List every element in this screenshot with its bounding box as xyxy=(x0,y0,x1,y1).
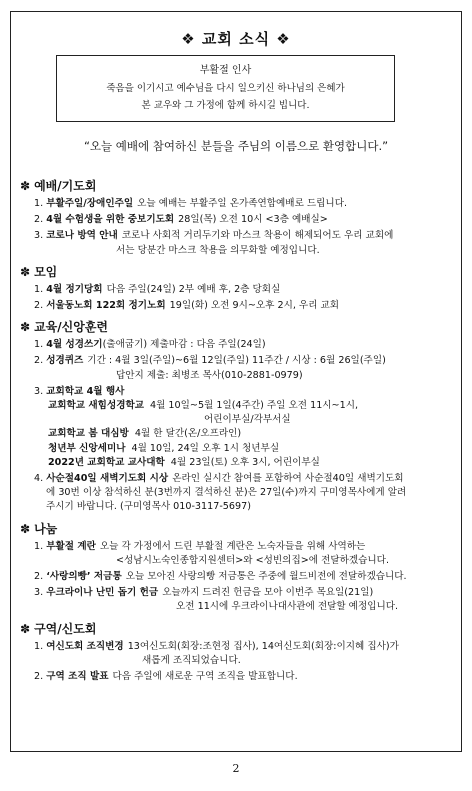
school-event: 청년부 신앙세미나 4월 10일, 24일 오후 1시 청년부실 xyxy=(48,442,280,454)
list-item: 2. ‘사랑의빵’ 저금통 오늘 모아진 사랑의빵 저금통은 주중에 월드비전에 전달하겠습니다. xyxy=(34,571,407,583)
flower-icon: ✽ xyxy=(20,320,31,335)
news-content xyxy=(20,178,452,684)
section-heading: ✽ 예배/기도회 xyxy=(20,179,97,193)
list-item: 3. 우크라이나 난민 돕기 헌금 오늘까지 드려진 헌금을 모아 이번주 목요일(21일) 오전 11시에 우크라이나대사관에 전달할 예정입니다. xyxy=(34,587,399,613)
list-item: 1. 여신도회 조직변경 13여신도회(회장:조현정 집사), 14여신도회(회장:이지혜 집사)가 새롭게 조직되었습니다. xyxy=(34,640,399,666)
page-number: 2 xyxy=(232,762,240,775)
list-item: 2. 구역 조직 발표 다음 주일에 새로운 구역 조직을 발표합니다. xyxy=(34,671,298,683)
section-districts xyxy=(20,621,452,685)
school-event: 교회학교 봄 대심방 4월 한 달간(온/오프라인) xyxy=(48,428,242,440)
list-item: 1. 부활주일/장애인주일 오늘 예배는 부활주일 온가족연합예배로 드립니다. xyxy=(34,198,348,209)
section-meetings xyxy=(20,264,452,313)
flower-icon: ✽ xyxy=(20,621,31,636)
list-item: 3. 교회학교 4월 행사 교회학교 새힘성경학교 4월 10일~5월 1일(4주간) 주일 오전 11시~1시, 어린이부실/각부서실 교회학교 봄 대심방 4월 한 달간(온/오프라인) 청년부 신앙세미나 4월 10일, 24일 오후 1시 청년부실 2022년 교회학교 교사대학 4월 23일(토) 오후 3시, 어린이부실 xyxy=(34,385,452,470)
list-item: 3. 코로나 방역 안내 코로나 사회적 거리두기와 마스크 착용이 해제되어도 우리 교회에 서는 당분간 마스크 착용을 의무화할 예정입니다. xyxy=(34,230,394,256)
section-heading: ✽ 모임 xyxy=(20,264,58,279)
page-title: ❖ 교회 소식 ❖ xyxy=(181,30,291,48)
section-worship xyxy=(20,178,452,258)
list-item: 1. 4월 정기당회 다음 주일(24일) 2부 예배 후, 2층 당회실 xyxy=(34,283,281,295)
welcome-message: “오늘 예배에 참여하신 분들을 주님의 이름으로 환영합니다.” xyxy=(83,139,389,153)
section-heading: ✽ 교육/신앙훈련 xyxy=(20,320,108,335)
section-heading: ✽ 나눔 xyxy=(20,521,58,536)
list-item: 1. 부활절 계란 오늘 각 가정에서 드린 부활절 계란은 노숙자들을 위해 사역하는 <성남시노숙인종합지원센터>와 <성빈의집>에 전달하겠습니다. xyxy=(34,540,389,566)
flower-icon: ✽ xyxy=(20,264,31,279)
flower-icon: ✽ xyxy=(20,179,31,193)
greeting-line: 죽음을 이기시고 예수님을 다시 일으키신 하나님의 은혜가 xyxy=(106,83,345,94)
section-education xyxy=(20,319,452,514)
easter-greeting-box xyxy=(56,55,395,122)
list-item: 2. 4월 수험생을 위한 중보기도회 28일(목) 오전 10시 <3층 예배실> xyxy=(34,214,328,226)
greeting-title: 부활절 인사 xyxy=(199,65,252,76)
greeting-line: 본 교우와 그 가정에 함께 하시길 빕니다. xyxy=(141,100,310,111)
section-heading: ✽ 구역/신도회 xyxy=(20,621,97,636)
list-item: 4. 사순절40일 새벽기도회 시상 온라인 실시간 참여를 포함하여 사순절40일 새벽기도회 에 30번 이상 참석하신 분(3번까지 결석하신 분)은 27일(수)까지 구미영목사에게 알려 주시기 바랍니다. (구미영목사 010-3117-5697) xyxy=(34,473,407,513)
list-item: 1. 4월 성경쓰기(출애굽기) 제출마감 : 다음 주일(24일) xyxy=(34,339,266,351)
flower-icon: ✽ xyxy=(20,521,31,536)
list-item: 2. 성경퀴즈 기간 : 4월 3일(주일)~6월 12일(주일) 11주간 / 시상 : 6월 26일(주일) 답안지 제출: 최병조 목사(010-2881-0979) xyxy=(34,355,386,381)
school-event: 2022년 교회학교 교사대학 4월 23일(토) 오후 3시, 어린이부실 xyxy=(48,456,320,468)
section-sharing xyxy=(20,521,452,615)
list-item: 2. 서울동노회 122회 정기노회 19일(화) 오전 9시~오후 2시, 우리 교회 xyxy=(34,300,340,312)
school-event: 교회학교 새힘성경학교 4월 10일~5월 1일(4주간) 주일 오전 11시~1시, xyxy=(48,400,359,412)
